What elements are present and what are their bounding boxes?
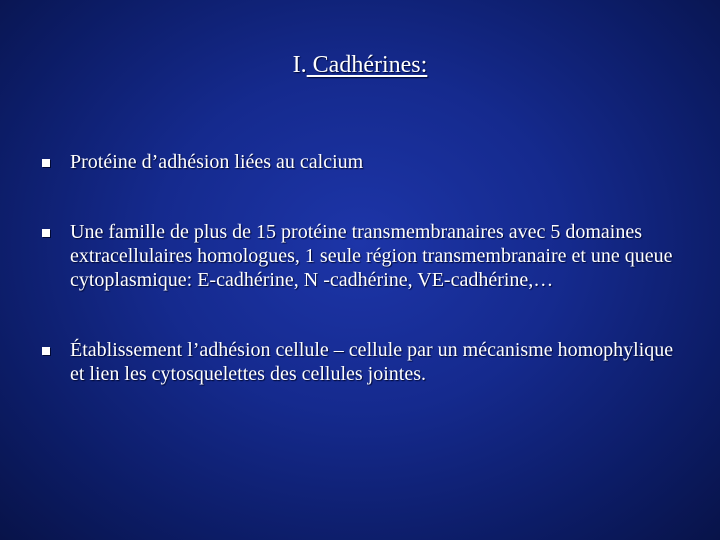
title-text: Cadhérines: xyxy=(306,52,428,78)
bullet-list xyxy=(40,150,690,386)
bullet-item xyxy=(40,220,690,292)
bullet-text: Protéine d’adhésion liées au calcium xyxy=(70,151,364,173)
title-number: I. xyxy=(292,52,307,78)
bullet-item xyxy=(40,338,690,386)
bullet-text: Établissement l’adhésion cellule – cellule par un mécanisme homophylique et lien les cytosquelettes des cellules jointes. xyxy=(70,339,674,385)
square-bullet-icon xyxy=(42,347,50,355)
bullet-item xyxy=(40,150,690,174)
bullet-text: Une famille de plus de 15 protéine transmembranaires avec 5 domaines extracellulaires homologues, 1 seule région transmembranaire et une queue cytoplasmique: E-cadhérine, N -cadhérine, VE-cadhérine,… xyxy=(70,221,673,291)
square-bullet-icon xyxy=(42,159,50,167)
slide-title xyxy=(0,50,720,80)
square-bullet-icon xyxy=(42,229,50,237)
